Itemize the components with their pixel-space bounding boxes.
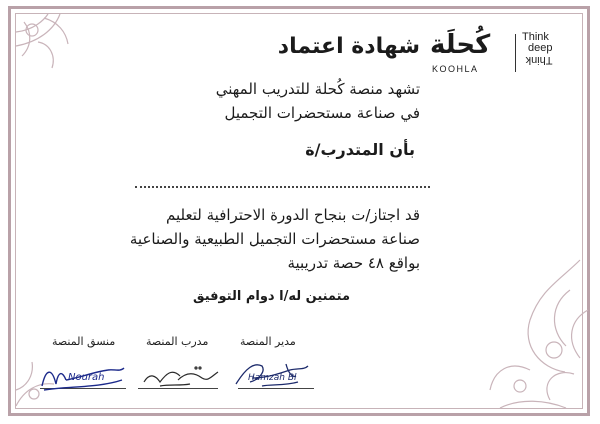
deep-text: deep [528,42,553,54]
coordinator-signature-text: Nourah [68,372,105,383]
certificate-title: شهادة اعتماد [277,34,420,59]
sessions-line: بواقع ٤٨ حصة تدريبية [287,254,420,272]
logo-divider [515,34,516,72]
think-text: Think [522,31,549,43]
field-line: في صناعة مستحضرات التجميل [224,104,420,122]
logo-english-text: KOOHLA [432,64,479,74]
top-left-ornament [14,12,94,92]
koohla-logo [430,30,570,80]
trainee-name-line [135,186,430,188]
logo-arabic-text: كُحلَة [430,30,491,60]
director-signature-text: Hamzah Bl [248,373,297,383]
director-signature [232,358,312,390]
bottom-right-ornament [470,250,590,412]
issuer-line: تشهد منصة كُحلة للتدريب المهني [215,80,420,98]
closing-line: متمنين له/ا دوام التوفيق [193,289,350,304]
trainee-label: بأن المتدرب/ة [305,140,415,159]
trainer-role: مدرب المنصة [146,335,209,348]
trainer-signature [140,362,222,390]
coordinator-role: منسق المنصة [52,335,116,348]
completion-line: قد اجتاز/ت بنجاح الدورة الاحترافية لتعليم [166,206,420,224]
director-role: مدير المنصة [240,335,296,348]
think-mirrored-text: Think [525,54,553,66]
course-line: صناعة مستحضرات التجميل الطبيعية والصناعية [129,230,420,248]
think-deep-mark [522,32,552,65]
coordinator-signature [38,360,128,392]
